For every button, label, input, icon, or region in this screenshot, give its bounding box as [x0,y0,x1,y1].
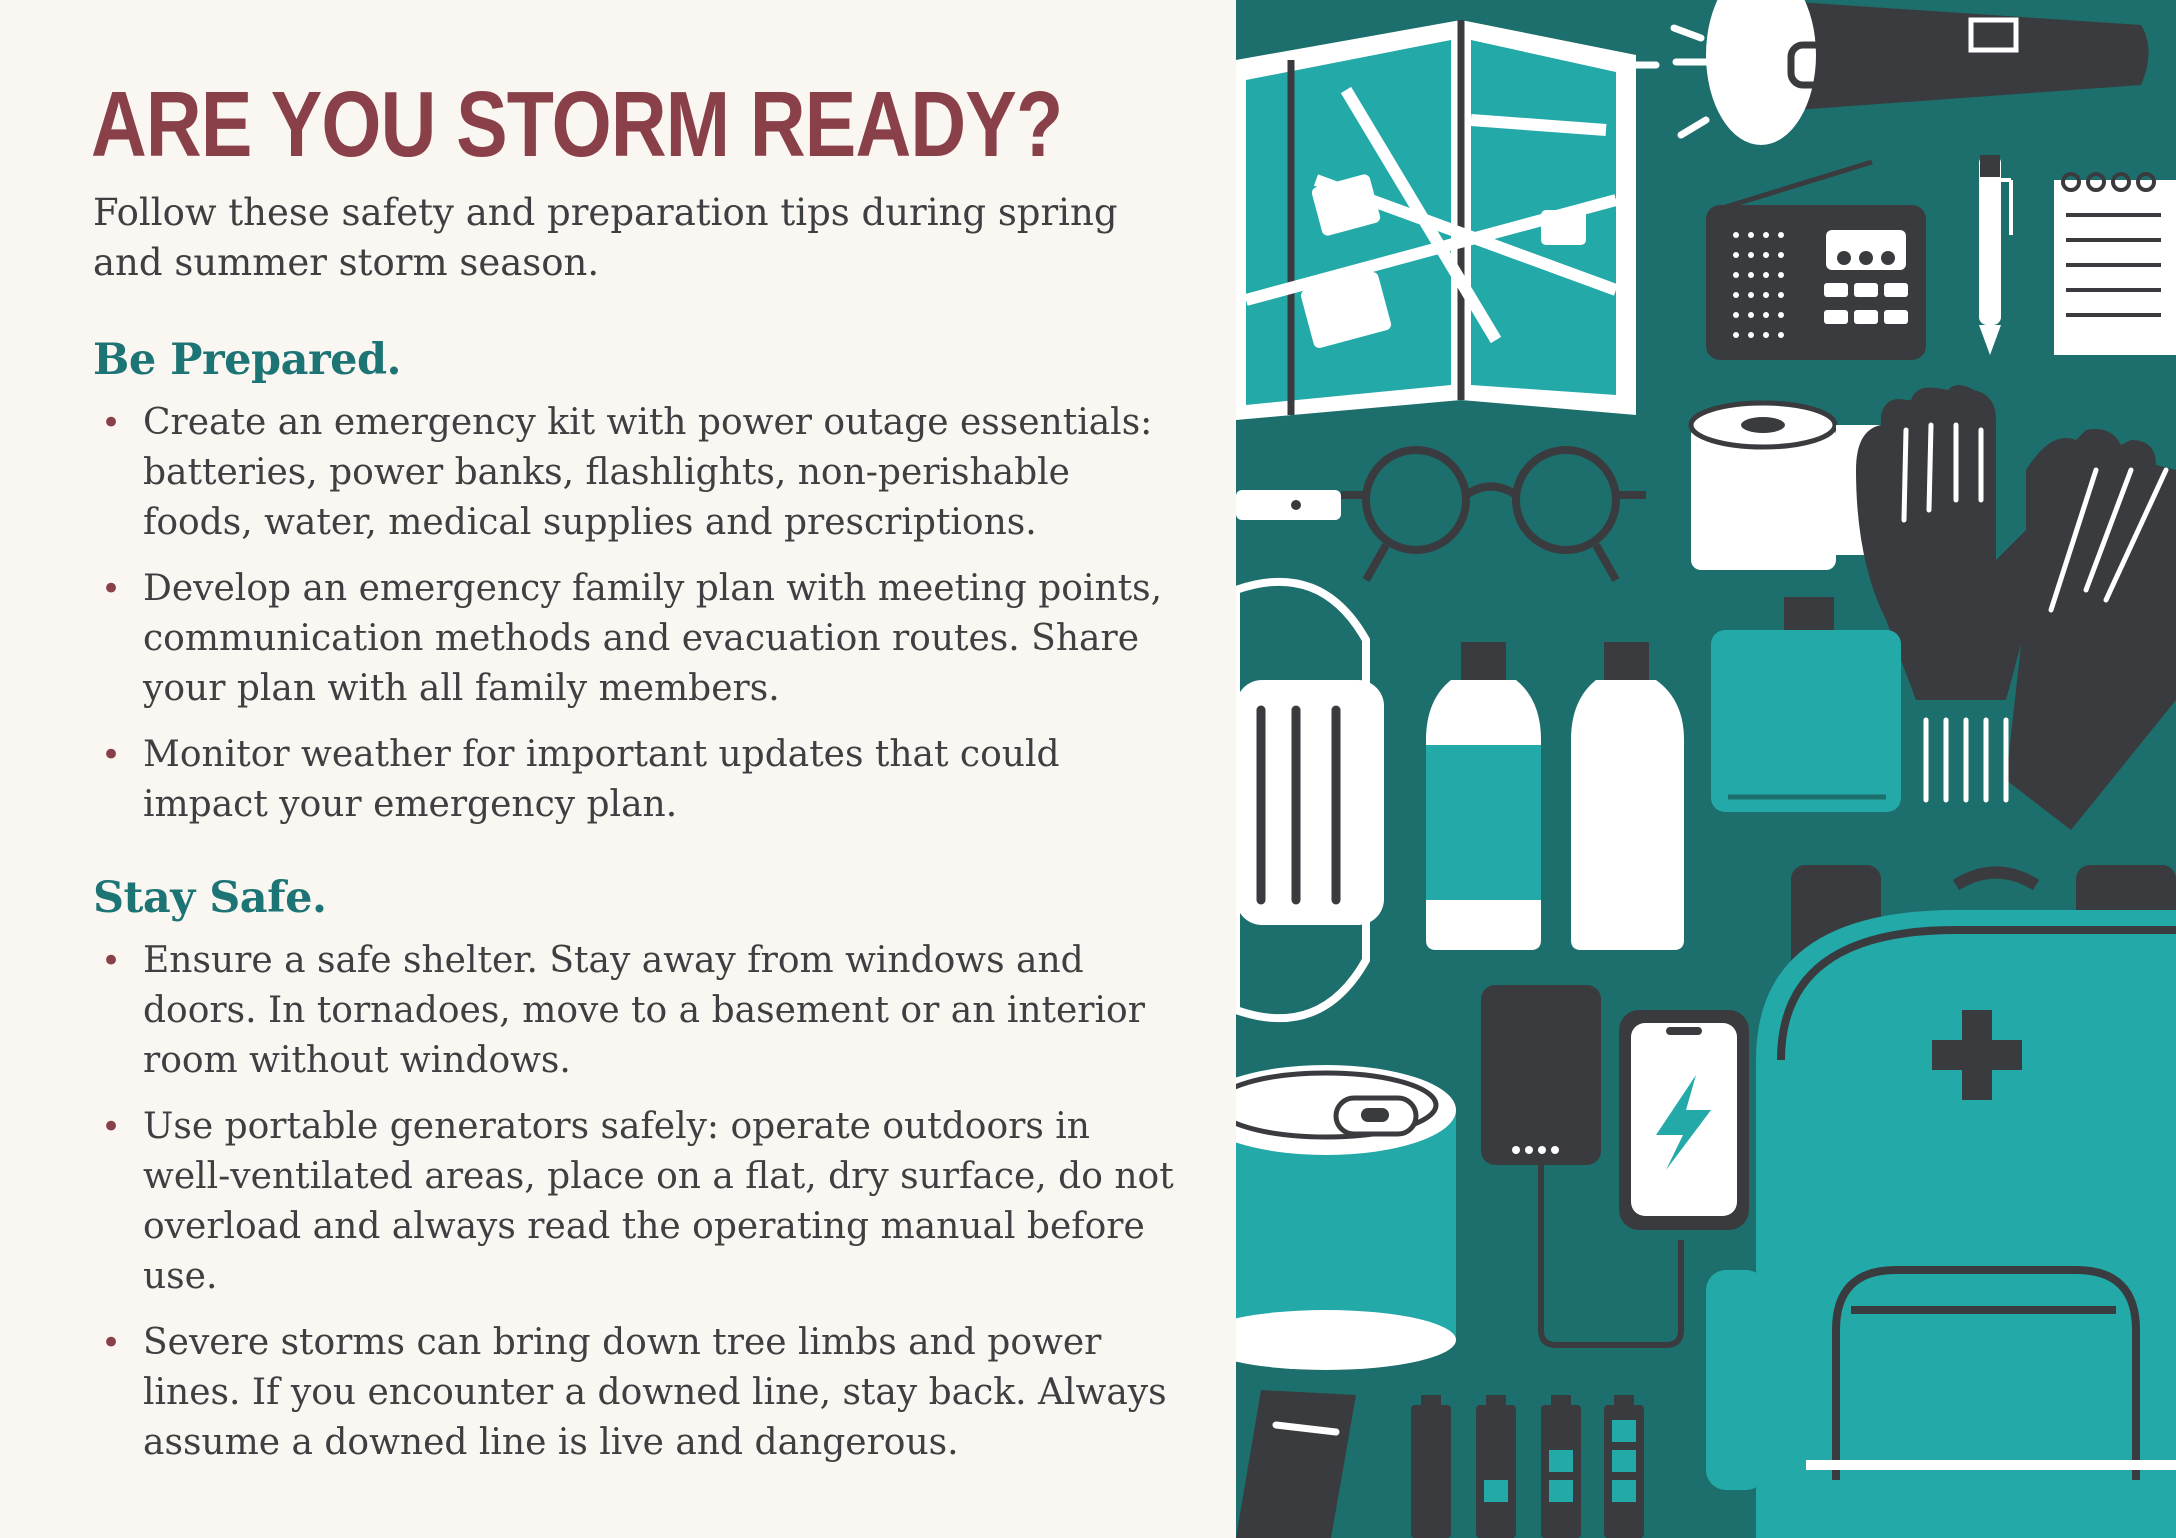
battery-icon [1476,1395,1516,1538]
battery-icon [1604,1395,1644,1538]
battery-icon [1411,1395,1451,1538]
battery-icon [1541,1395,1581,1538]
bullet-icon: • [101,1107,122,1147]
intro-text: Follow these safety and preparation tips during spring and summer storm season. [93,191,1118,284]
stay-safe-list [93,936,1176,1468]
page-title: ARE YOU STORM READY? [91,72,1063,176]
emergency-kit-illustration [1236,0,2176,1538]
list-item: • Monitor weather for important updates that could impact your emergency plan. [93,730,1176,830]
map-icon [1236,20,1636,420]
list-item: • Use portable generators safely: operate outdoors in well-ventilated areas, place on a flat, dry surface, do not overload and always read the operating manual before use. [93,1102,1176,1302]
bullet-icon: • [101,1323,122,1363]
list-item: • Develop an emergency family plan with meeting points, communication methods and evacuation routes. Share your plan with all family members. [93,564,1176,714]
list-item: • Create an emergency kit with power outage essentials: batteries, power banks, flashlights, non-perishable foods, water, medical supplies and prescriptions. [93,398,1176,548]
section-heading-be-prepared: Be Prepared. [93,335,401,385]
list-item: • Ensure a safe shelter. Stay away from windows and doors. In tornadoes, move to a basement or an interior room without windows. [93,936,1176,1086]
canned-food-icon [1236,1065,1456,1370]
notepad-icon [2054,174,2176,355]
bullet-icon: • [101,569,122,609]
section-heading-stay-safe: Stay Safe. [93,873,327,923]
bullet-icon: • [101,941,122,981]
list-item: • Severe storms can bring down tree limbs and power lines. If you encounter a downed line, stay back. Always assume a downed line is live and dangerous. [93,1318,1176,1468]
whistle-icon [1236,490,1341,520]
phone-charging-icon [1619,1010,1749,1230]
bullet-icon: • [101,403,122,443]
be-prepared-list [93,398,1176,830]
water-bottle-icon [1426,642,1541,950]
bullet-icon: • [101,735,122,775]
